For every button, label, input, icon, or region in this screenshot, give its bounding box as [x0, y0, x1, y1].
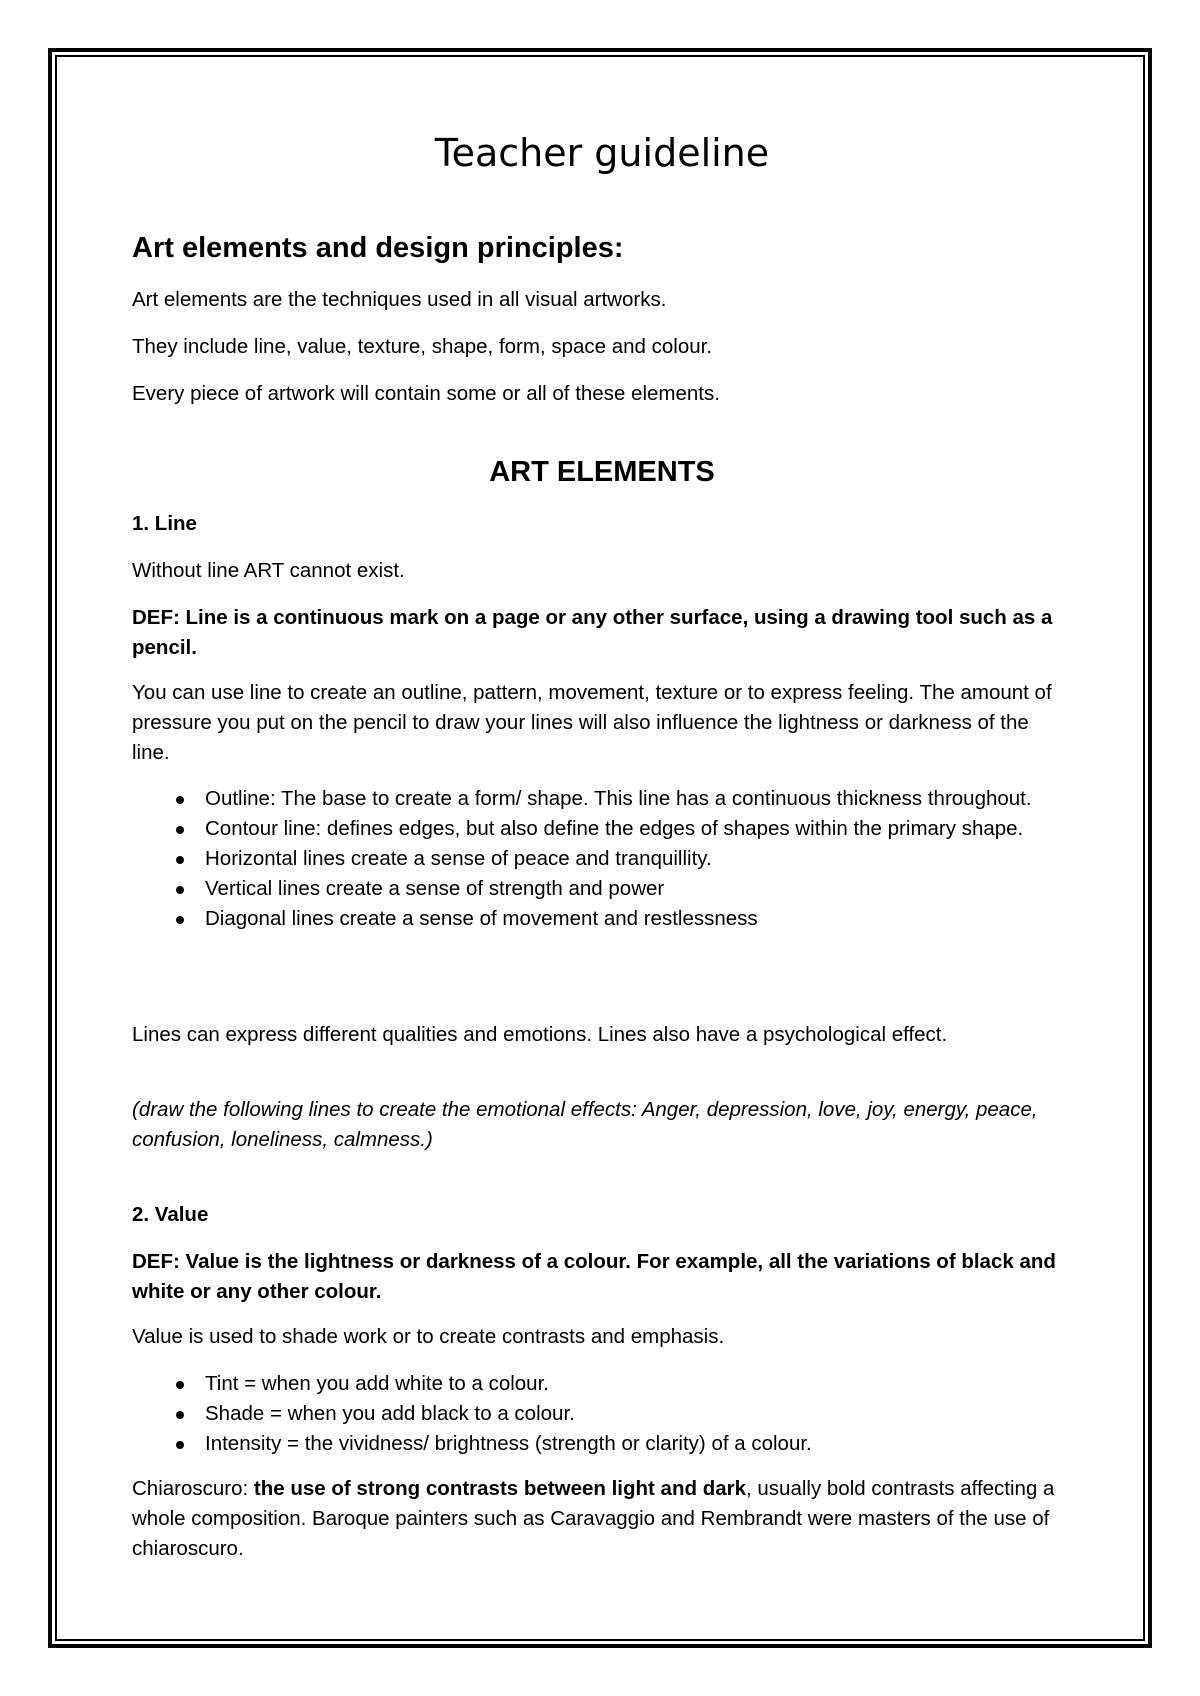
intro-paragraph-1: Art elements are the techniques used in all visual artworks.	[132, 288, 667, 311]
line-qualities: Lines can express different qualities and emotions. Lines also have a psychological effect.	[132, 1023, 948, 1046]
list-item: Horizontal lines create a sense of peace and tranquillity.	[132, 844, 1072, 874]
line-bullet-list	[132, 784, 1072, 934]
line-description: You can use line to create an outline, pattern, movement, texture or to express feeling. The amount of pressure you put on the pencil to draw your lines will also influence the lightness or darkness of the line.	[132, 681, 1052, 764]
line-section-heading: 1. Line	[132, 512, 197, 535]
intro-heading: Art elements and design principles:	[132, 232, 624, 264]
value-usage: Value is used to shade work or to create contrasts and emphasis.	[132, 1325, 725, 1348]
line-intro: Without line ART cannot exist.	[132, 559, 405, 582]
art-elements-heading: ART ELEMENTS	[489, 456, 715, 488]
chiaroscuro-rest: , usually bold contrasts affecting a whole composition. Baroque painters such as Caravaggio and Rembrandt were masters of the use of chiaroscuro.	[132, 1477, 1055, 1560]
intro-paragraph-2: They include line, value, texture, shape, form, space and colour.	[132, 335, 713, 358]
value-section-heading: 2. Value	[132, 1203, 209, 1226]
document-title: Teacher guideline	[434, 131, 770, 175]
list-item: Diagonal lines create a sense of movement and restlessness	[132, 904, 1072, 934]
list-item: Shade = when you add black to a colour.	[132, 1399, 1072, 1429]
value-bullet-list	[132, 1369, 1072, 1459]
chiaroscuro-paragraph	[132, 1474, 1072, 1564]
chiaroscuro-bold-text: the use of strong contrasts between light and dark	[253, 1477, 746, 1500]
list-item: Tint = when you add white to a colour.	[132, 1369, 1072, 1399]
list-item: Intensity = the vividness/ brightness (strength or clarity) of a colour.	[132, 1429, 1072, 1459]
list-item: Outline: The base to create a form/ shape. This line has a continuous thickness throughout.	[132, 784, 1072, 814]
chiaroscuro-label: Chiaroscuro:	[132, 1477, 254, 1500]
list-item: Vertical lines create a sense of strength and power	[132, 874, 1072, 904]
line-task: (draw the following lines to create the emotional effects: Anger, depression, love, joy, energy, peace, confusion, loneliness, calmness.)	[132, 1098, 1038, 1151]
list-item: Contour line: defines edges, but also define the edges of shapes within the primary shape.	[132, 814, 1072, 844]
value-definition: DEF: Value is the lightness or darkness of a colour. For example, all the variations of black and white or any other colour.	[132, 1250, 1056, 1303]
intro-paragraph-3: Every piece of artwork will contain some or all of these elements.	[132, 382, 720, 405]
line-definition: DEF: Line is a continuous mark on a page or any other surface, using a drawing tool such as a pencil.	[132, 606, 1053, 659]
